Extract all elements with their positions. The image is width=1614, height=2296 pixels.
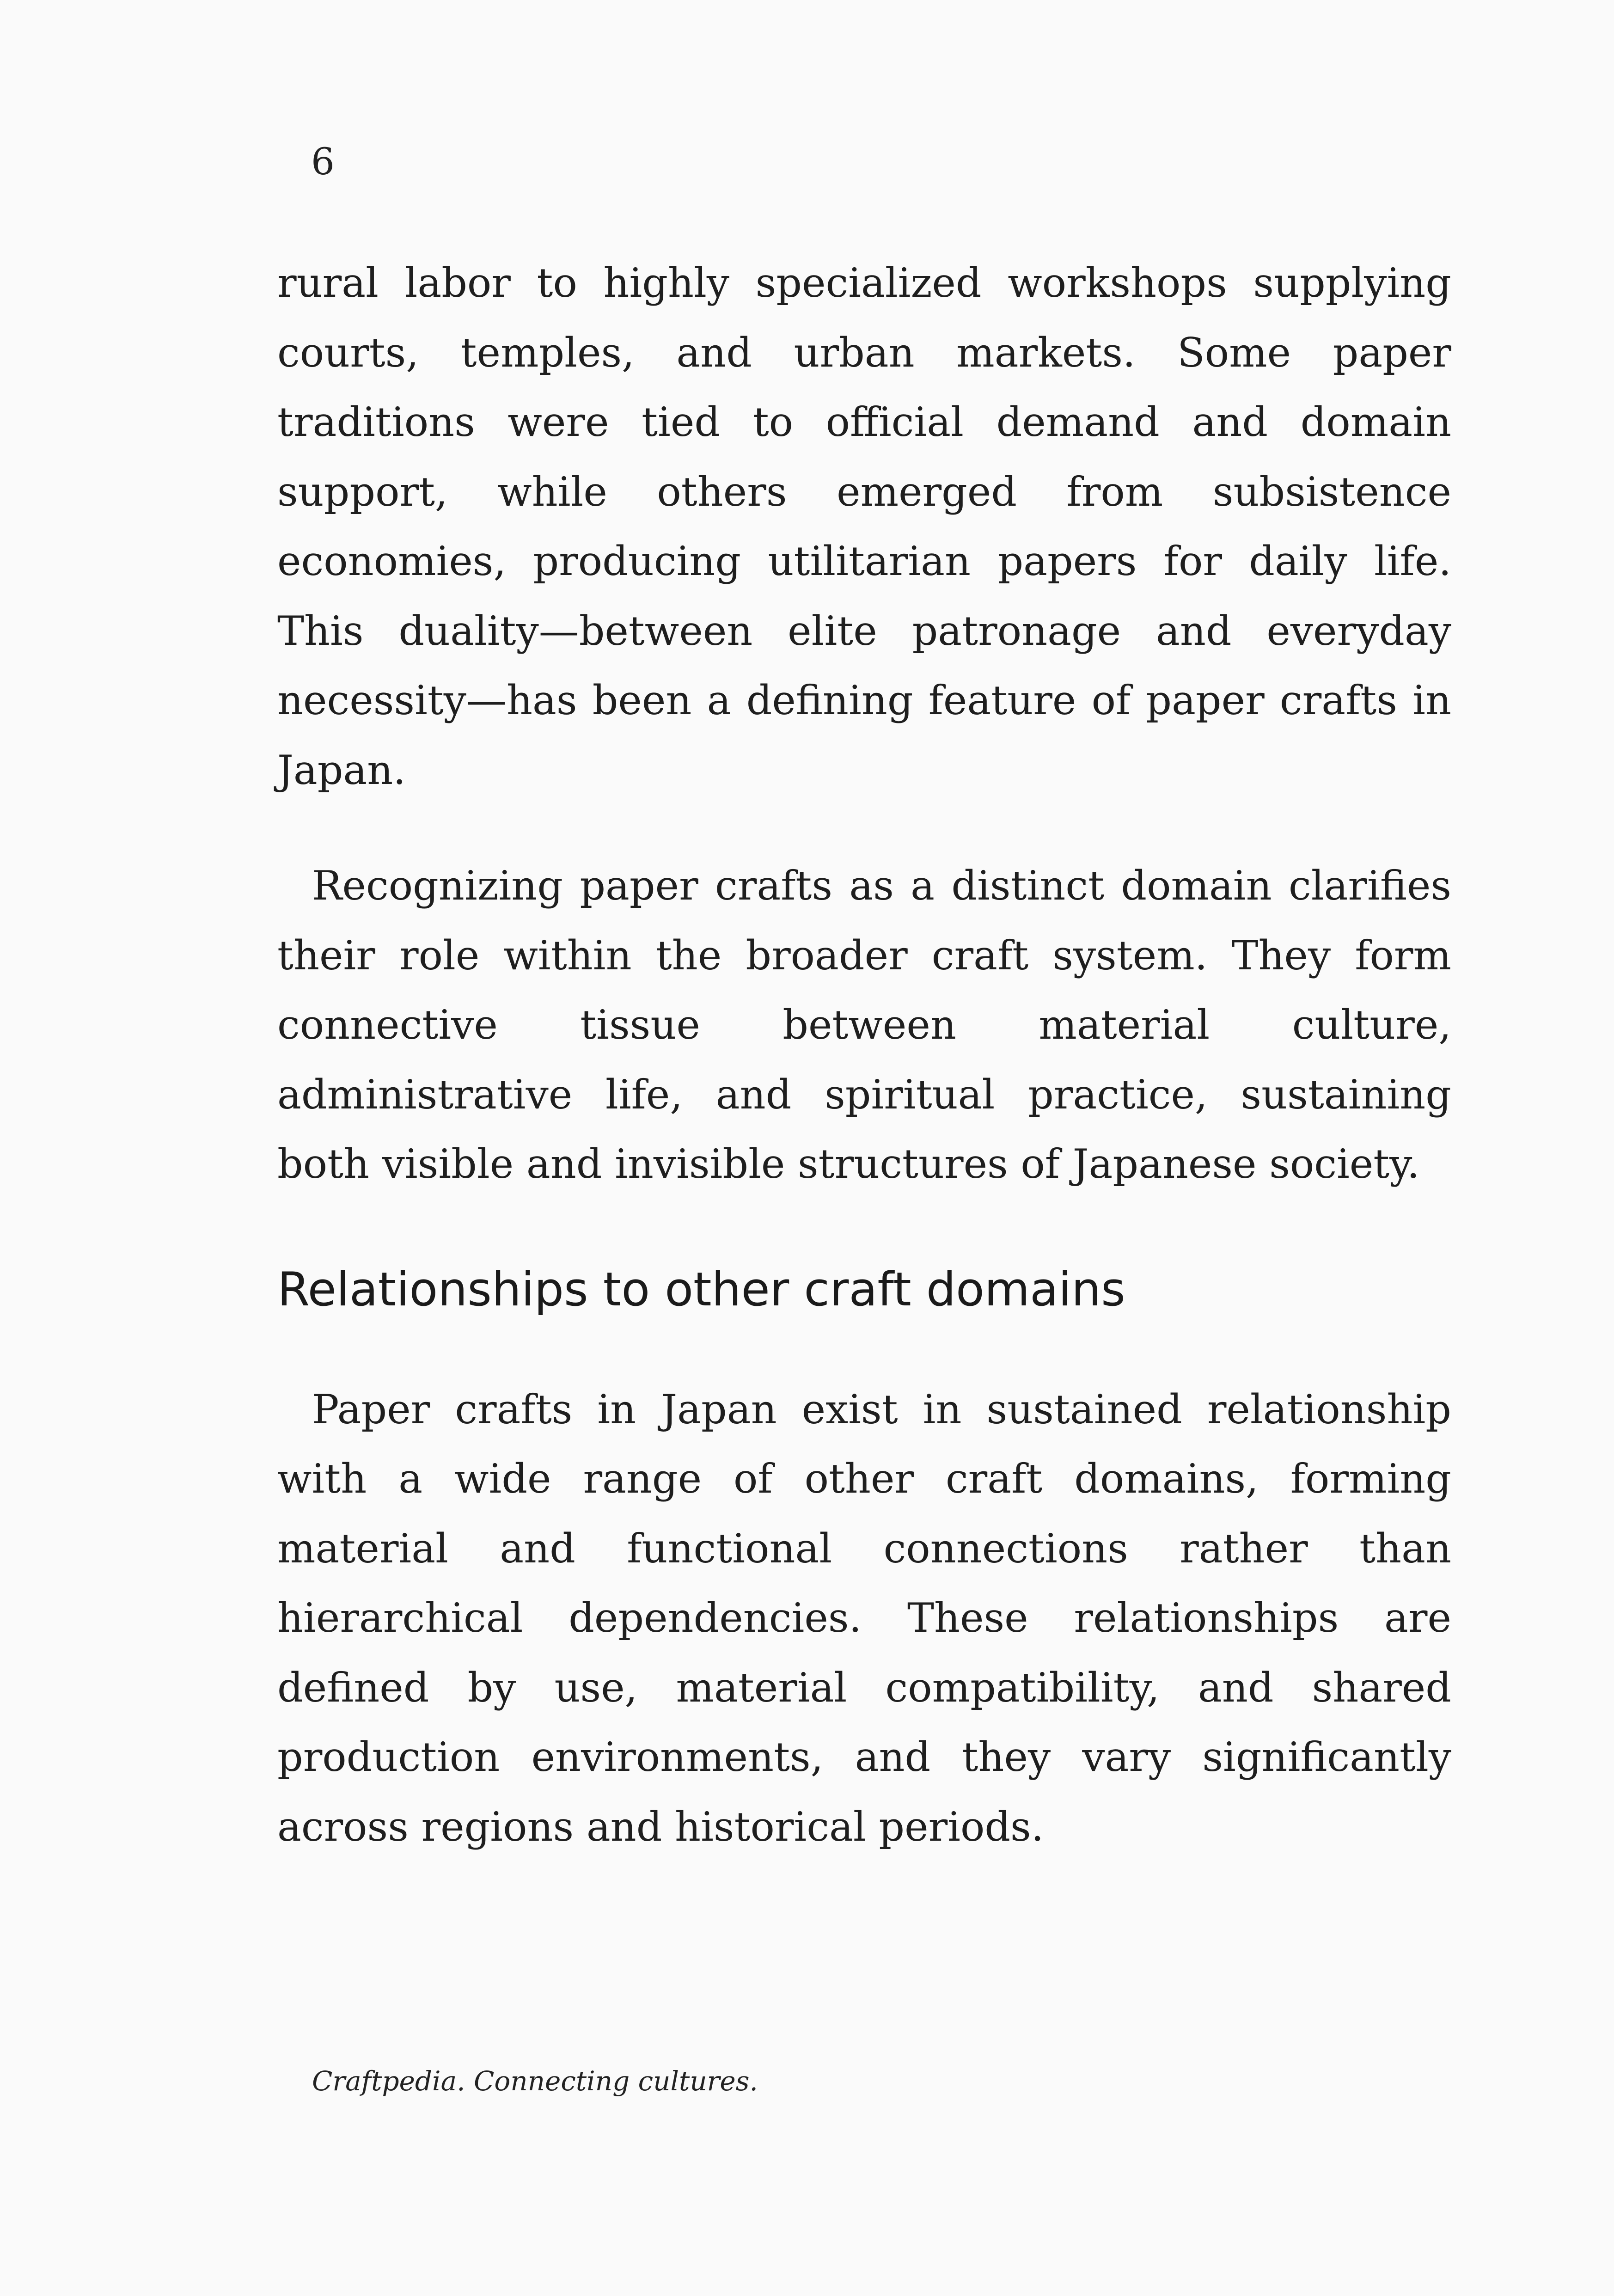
body-paragraph: Recognizing paper crafts as a distinct domain clarifies their role within the broader craft system. They form connective tissue between material culture, administrative life, and spiritual practice, sustaining both visible and invisible structures of Japanese society. bbox=[277, 862, 1451, 1188]
section-paragraph: Paper crafts in Japan exist in sustained relationship with a wide range of other craft domains, forming material and functional connections rather than hierarchical dependencies. These relationships are defined by use, material compatibility, and shared production environments, and they vary significantly across regions and historical periods. bbox=[277, 1385, 1451, 1850]
page-footer: Craftpedia. Connecting cultures. bbox=[312, 2065, 758, 2097]
page-content bbox=[277, 248, 1451, 1861]
section-heading: Relationships to other craft domains bbox=[277, 1261, 1125, 1316]
page-number: 6 bbox=[311, 140, 335, 183]
continued-paragraph: rural labor to highly specialized workshops supplying courts, temples, and urban markets. Some paper traditions were tied to official demand and domain support, while others emerged from subsistence economies, producing utilitarian papers for daily life. This duality—between elite patronage and everyday necessity—has been a defining feature of paper crafts in Japan. bbox=[277, 259, 1451, 794]
